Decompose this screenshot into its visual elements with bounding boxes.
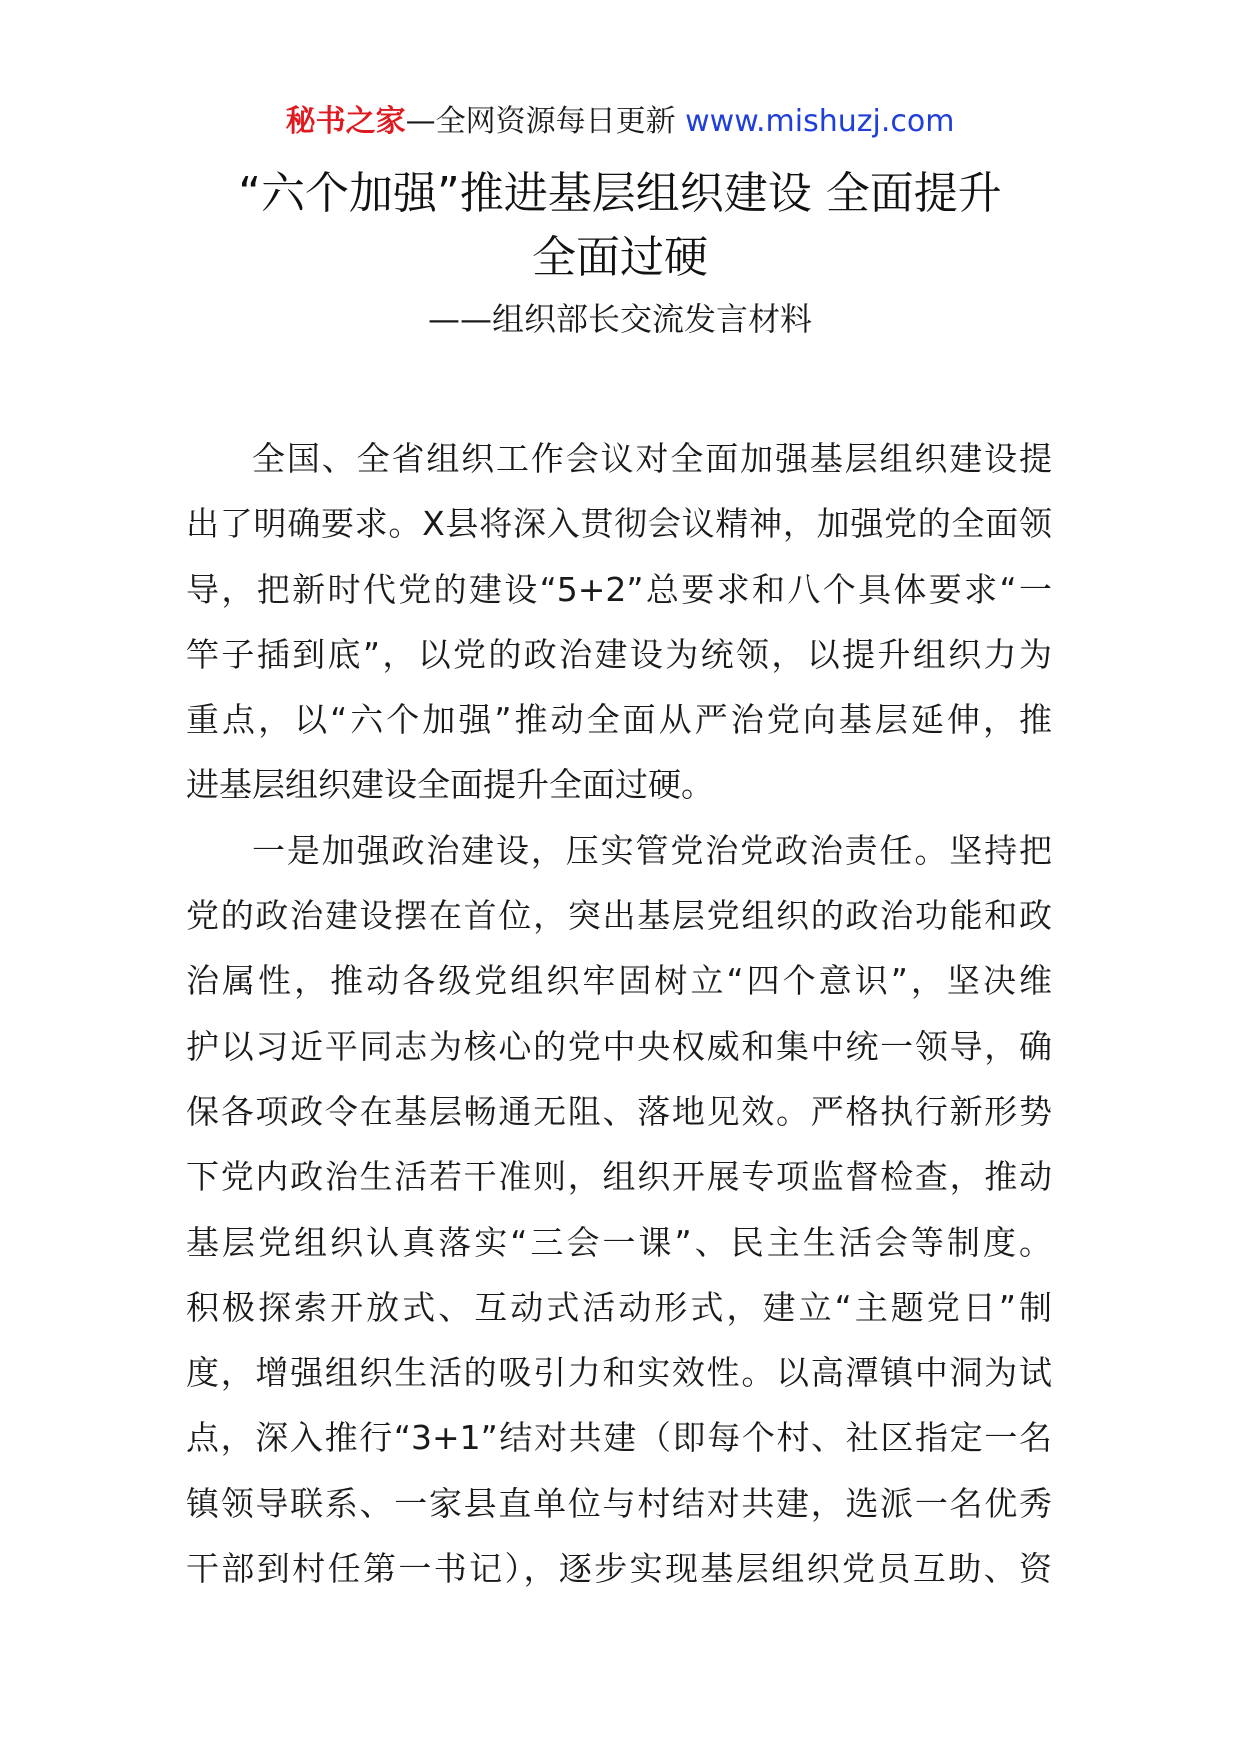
paragraph-1-line: 导，把新时代党的建设“5+2”总要求和八个具体要求“一 [186, 569, 1052, 609]
paragraph-1-line: 重点，以“六个加强”推动全面从严治党向基层延伸，推 [186, 700, 1052, 740]
paragraph-1-line: 竿子插到底”，以党的政治建设为统领，以提升组织力为 [186, 634, 1052, 674]
site-slogan: —全网资源每日更新 [405, 104, 676, 139]
paragraph-1-line: 出了明确要求。X县将深入贯彻会议精神，加强党的全面领 [186, 504, 1052, 544]
paragraph-2-line: 度，增强组织生活的吸引力和实效性。以高潭镇中洞为试 [186, 1353, 1052, 1393]
paragraph-2-line: 下党内政治生活若干准则，组织开展专项监督检查，推动 [186, 1157, 1052, 1197]
site-url[interactable]: www.mishuzj.com [685, 104, 955, 139]
paragraph-1-line: 全国、全省组织工作会议对全面加强基层组织建设提 [252, 439, 1052, 478]
document-subtitle: ——组织部长交流发言材料 [427, 300, 812, 338]
title-line-2: 全面过硬 [532, 232, 708, 283]
brand-name: 秘书之家 [285, 104, 406, 139]
paragraph-2-line: 干部到村任第一书记），逐步实现基层组织党员互助、资 [186, 1549, 1052, 1589]
paragraph-2-line: 治属性，推动各级党组织牢固树立“四个意识”，坚决维 [186, 961, 1052, 1001]
paragraph-2-line: 基层党组织认真落实“三会一课”、民主生活会等制度。 [186, 1222, 1052, 1262]
paragraph-2-line: 保各项政令在基层畅通无阻、落地见效。严格执行新形势 [186, 1091, 1052, 1131]
paragraph-2-line: 党的政治建设摆在首位，突出基层党组织的政治功能和政 [186, 896, 1052, 936]
paragraph-2-line: 护以习近平同志为核心的党中央权威和集中统一领导，确 [186, 1026, 1052, 1066]
paragraph-2-line: 镇领导联系、一家县直单位与村结对共建，选派一名优秀 [186, 1483, 1052, 1523]
paragraph-2-line: 积极探索开放式、互动式活动形式，建立“主题党日”制 [186, 1287, 1052, 1327]
paragraph-1-line: 进基层组织建设全面提升全面过硬。 [186, 765, 714, 805]
document-body [186, 426, 1052, 1601]
paragraph-2-line: 点，深入推行“3+1”结对共建（即每个村、社区指定一名 [186, 1418, 1052, 1458]
site-header [0, 100, 1240, 144]
paragraph-2-line: 一是加强政治建设，压实管党治党政治责任。坚持把 [252, 830, 1052, 870]
document-title [120, 162, 1120, 290]
title-line-1: “六个加强”推进基层组织建设 全面提升 [238, 168, 1002, 219]
